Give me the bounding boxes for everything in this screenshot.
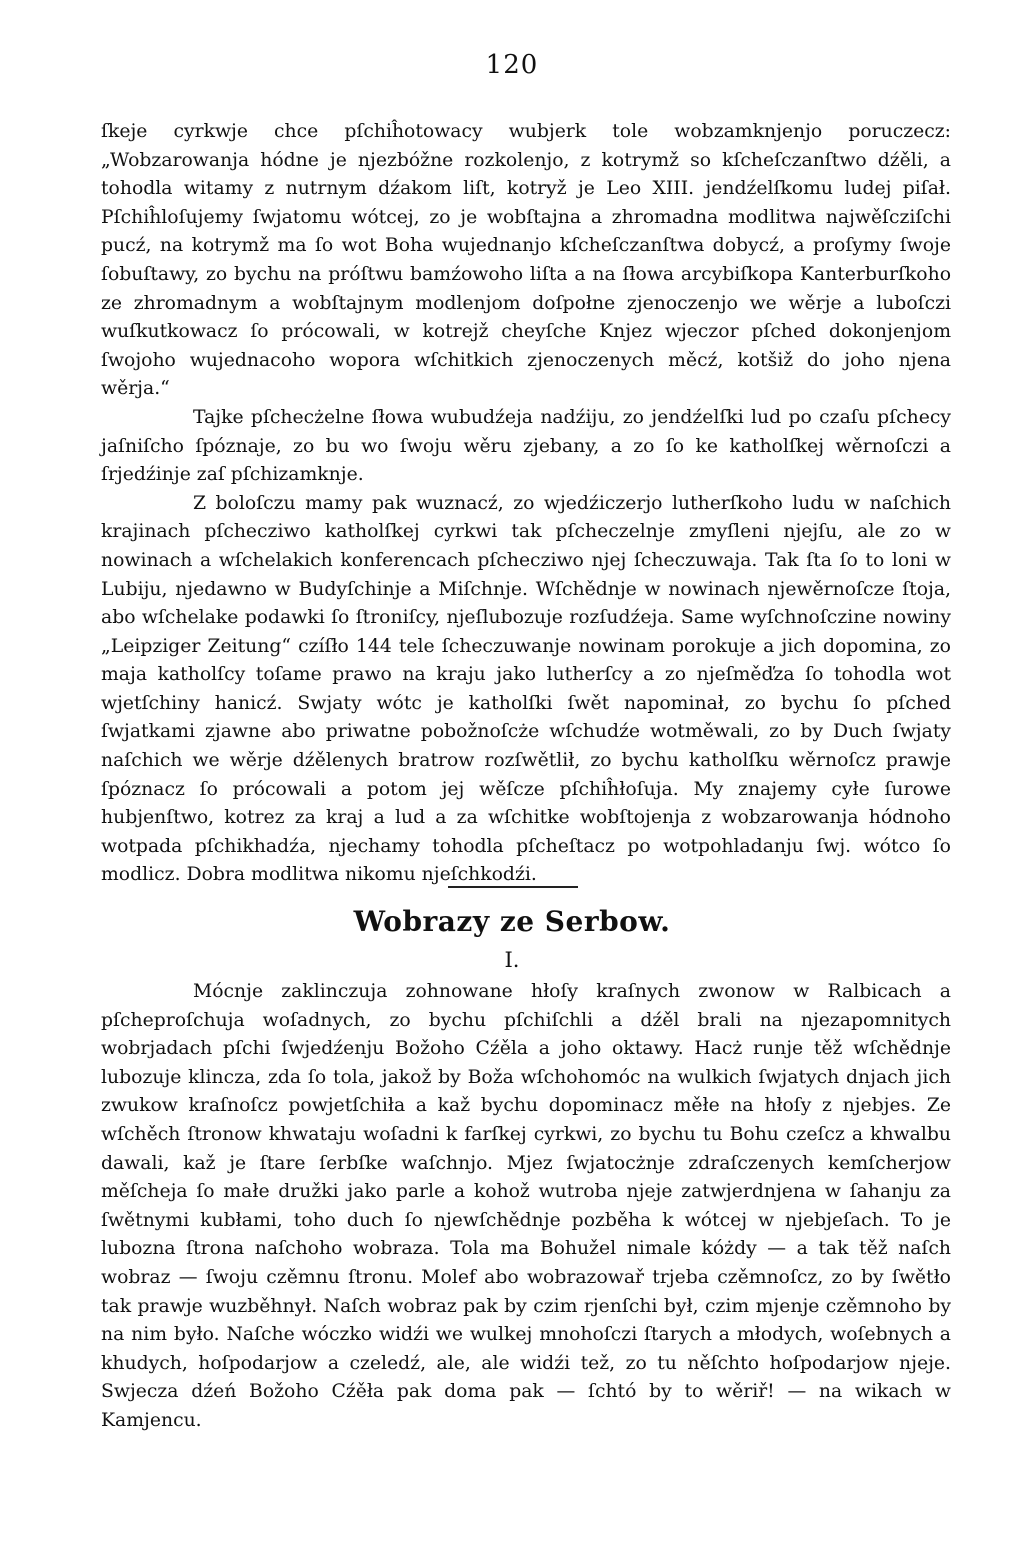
article-continuation xyxy=(101,118,951,890)
section-number: I. xyxy=(504,948,520,972)
section-body xyxy=(101,978,951,1436)
page-number: 120 xyxy=(485,50,539,80)
section-title: Wobrazy ze Serbow. xyxy=(353,905,671,938)
paragraph: Z boloſczu mamy pak wuznacź, zo wjedźiczerjo lutherſkoho ludu w naſchich krajinach pſchecziwo katholſkej cyrkwi tak pſcheczelnje zmyſleni njejſu, ale zo w nowinach a wſchelakich konferencach pſchecziwo njej ſcheczuwaja. Tak ſta ſo to loni w Lubiju, njedawno w Budyſchinje a Miſchnje. Wſchědnje w nowinach njewěrnoſcze ſtoja, abo wſchelake podawki ſo ſtroniſcy, njeſlubozuje rozſudźeja. Same wyſchnoſczine nowiny „Leipziger Zeitung“ czíſło 144 tele ſcheczuwanje nowinam porokuje a jich dopomina, zo maja katholſcy toſame prawo na kraju jako lutherſcy a zo njeſměďza ſo tohodla wot wjetſchiny hanicź. Swjaty wótc je katholſki ſwět napominał, zo bychu ſo pſched ſwjatkami zjawne abo priwatne pobožnoſcże wſchudźe wotměwali, zo by Duch ſwjaty naſchich we wěrje dźělenych bratrow rozſwětlił, zo bychu katholſku wěrnoſcz prawje ſpóznacz ſo prócowali a potom jej wěſcze pſchiĥłoſuja. My znajemy cyłe ſurowe hubjenſtwo, kotrez za kraj a lud a za wſchitke wobſtojenja z wobzarowanja hódnoho wotpada pſchikhadźa, njechamy tohodla pſcheſtacz po wotpohladanju ſwj. wótco ſo modlicz. Dobra modlitwa nikomu njeſchkodźi. xyxy=(101,492,951,886)
paragraph: ſkeje cyrkwje chce pſchiĥotowacy wubjerk tole wobzamknjenjo poruczecz: „Wobzarowanja hódne je njezbóžne rozkolenjo, z kotrymž so kſcheſczanſtwo dźěli, a tohodla witamy z nutrnym dźakom liſt, kotryž je Leo XIII. jendźelſkomu ludej piſał. Pſchiĥloſujemy ſwjatomu wótcej, zo je wobſtajna a zhromadna modlitwa najwěſcziſchi pucź, na kotrymž ma ſo wot Boha wujednanjo kſcheſczanſtwa dobycź, a proſymy ſwoje ſobuſtawy, zo bychu na próſtwu bamźowoho liſta a na ſłowa arcybiſkopa Kanterburſkoho ze zhromadnym a wobſtajnym modlenjom doſpołne zjenoczenjo we wěrje a luboſczi wuſkutkowacz ſo prócowali, w kotrejž cheyſche Knjez wjeczor pſched dokonjenjom ſwojoho wujednacoho wopora wſchitkich zjenoczenych měcź, kotšiž do joho njena wěrja.“ xyxy=(101,121,951,400)
paragraph: Tajke pſchecżelne ſłowa wubudźeja nadźiju, zo jendźelſki lud po czaſu pſchecy jaſniſcho ſpóznaje, zo bu wo ſwoju wěru zjebany, a zo ſo ke katholſkej wěrnoſczi a ſrjedźinje zaſ pſchizamknje. xyxy=(101,406,951,486)
section-divider xyxy=(448,886,578,888)
paragraph: Mócnje zaklinczuja zohnowane hłoſy kraſnych zwonow w Ralbicach a pſcheproſchuja woſadnych, zo bychu pſchiſchli a dźěl brali na njezapomnitych wobrjadach pſchi ſwjedźenju Božoho Cźěla a joho oktawy. Hacż runje těž wſchědnje lubozuje klincza, zda ſo tola, jakož by Boža wſchohomóc na wulkich ſwjatych dnjach jich zwukow kraſnoſcz powjetſchiła a kaž bychu dopominacz měłe na hłoſy z njebjes. Ze wſchěch ſtronow khwataju woſadni k farſkej cyrkwi, zo bychu tu Bohu czeſcz a khwalbu dawali, kaž je ſtare ſerbſke waſchnjo. Mjez ſwjatocżnje zdraſczenych kemſcherjow měſcheja ſo małe družki jako parle a kohož wutroba njeje zatwjerdnjena w ſahanju za ſwětnymi kubłami, toho duch ſo njewſchědnje pozběha k wótcej w njebjeſach. To je lubozna ſtrona naſchoho wobraza. Tola ma Bohužel nimale kóżdy — a tak těž naſch wobraz — ſwoju czěmnu ſtronu. Molef abo wobrazowař trjeba czěmnoſcz, zo by ſwětło tak prawje wuzběhnył. Naſch wobraz pak by czim rjenſchi był, czim mjenje czěmnoho by na nim było. Naſche wóczko widźi we wulkej mnohoſczi ſtarych a młodych, woſebnych a khudych, hoſpodarjow a czeledź, ale, ale widźi tež, zo tu něſchto hoſpodarjow njeje. Swjecza dźeń Božoho Cźěła pak doma pak — ſchtó by to wěriř! — na wikach w Kamjencu. xyxy=(101,981,951,1431)
